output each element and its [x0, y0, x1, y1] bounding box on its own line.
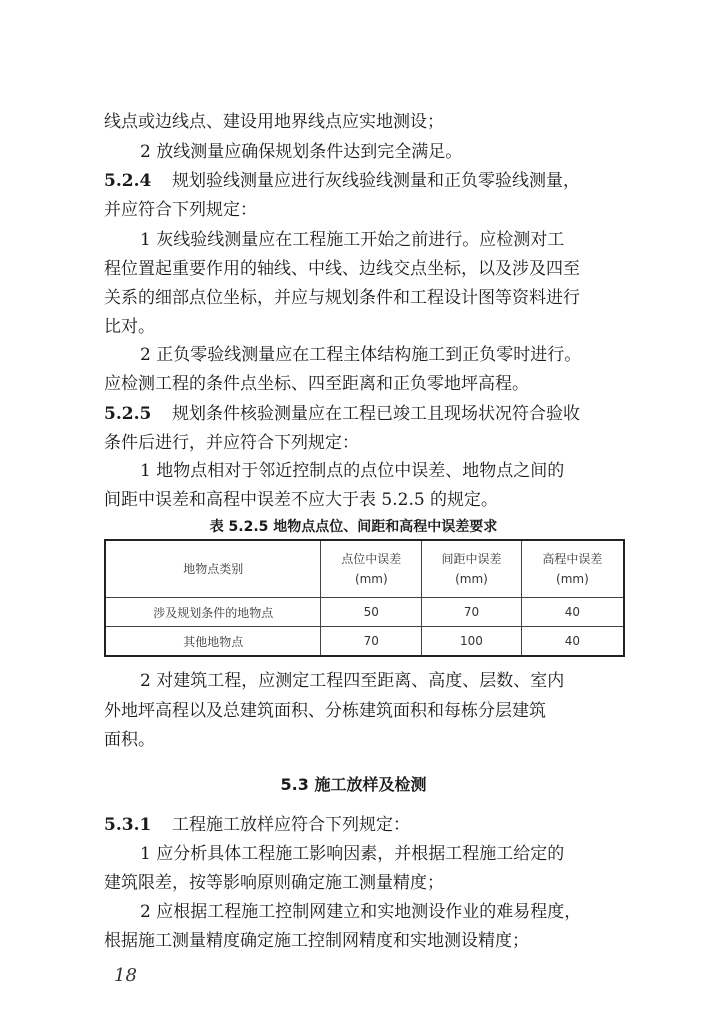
section-number: 5.2.5	[104, 404, 152, 424]
text-line: 1 地物点相对于邻近控制点的点位中误差、地物点之间的	[140, 461, 565, 481]
section-number: 5.3.1	[104, 815, 152, 835]
text-line: 条件后进行，并应符合下列规定：	[104, 433, 359, 453]
text-line: 规划验线测量应进行灰线验线测量和正负零验线测量，	[172, 171, 580, 191]
text-line: 1 应分析具体工程施工影响因素，并根据工程施工给定的	[140, 844, 565, 864]
table-cell: 50	[321, 598, 422, 627]
header-label: 间距中误差	[441, 552, 502, 566]
text-line: 间距中误差和高程中误差不应大于表 5.2.5 的规定。	[104, 490, 499, 510]
text-line: 线点或边线点、建设用地界线点应实地测设；	[104, 112, 444, 132]
text-line: 比对。	[104, 317, 155, 337]
table-header-cell	[521, 540, 624, 598]
text-line: 并应符合下列规定：	[104, 200, 257, 220]
header-unit: (mm)	[354, 572, 388, 586]
text-line: 2 对建筑工程，应测定工程四至距离、高度、层数、室内	[140, 671, 565, 691]
table-cell: 40	[521, 627, 624, 657]
table-row	[105, 598, 624, 627]
header-unit: (mm)	[556, 572, 589, 586]
error-requirements-table	[104, 539, 625, 657]
header-unit: (mm)	[455, 572, 488, 586]
text-line: 程位置起重要作用的轴线、中线、边线交点坐标，以及涉及四至	[104, 259, 580, 279]
header-label: 点位中误差	[341, 552, 402, 566]
table-title: 表 5.2.5 地物点点位、间距和高程中误差要求	[209, 519, 498, 535]
text-line: 外地坪高程以及总建筑面积、分栋建筑面积和每栋分层建筑	[104, 701, 546, 721]
text-line: 2 应根据工程施工控制网建立和实地测设作业的难易程度，	[140, 902, 582, 922]
table-cell: 70	[321, 627, 422, 657]
text-line: 建筑限差，按等影响原则确定施工测量精度；	[104, 873, 444, 893]
table-header-cell	[422, 540, 522, 598]
text-line: 规划条件核验测量应在工程已竣工且现场状况符合验收	[172, 404, 580, 424]
text-line: 工程施工放样应符合下列规定：	[172, 815, 410, 835]
section-heading: 5.3 施工放样及检测	[280, 775, 427, 794]
page-number: 18	[114, 965, 137, 986]
table-cell: 40	[521, 598, 624, 627]
table-row	[105, 627, 624, 657]
table-header-row	[105, 540, 624, 598]
table-cell: 涉及规划条件的地物点	[105, 598, 321, 627]
table-cell: 100	[422, 627, 522, 657]
text-line: 2 正负零验线测量应在工程主体结构施工到正负零时进行。	[140, 345, 582, 365]
text-line: 应检测工程的条件点坐标、四至距离和正负零地坪高程。	[104, 374, 529, 394]
table-header-cell: 地物点类别	[105, 540, 321, 598]
text-line: 根据施工测量精度确定施工控制网精度和实地测设精度；	[104, 931, 529, 951]
text-line: 1 灰线验线测量应在工程施工开始之前进行。应检测对工	[140, 230, 565, 250]
text-line: 2 放线测量应确保规划条件达到完全满足。	[140, 142, 463, 162]
section-number: 5.2.4	[104, 171, 152, 191]
table-cell: 70	[422, 598, 522, 627]
table-cell: 其他地物点	[105, 627, 321, 657]
text-line: 面积。	[104, 730, 155, 750]
table-header-cell	[321, 540, 422, 598]
text-line: 关系的细部点位坐标，并应与规划条件和工程设计图等资料进行	[104, 288, 580, 308]
header-label: 高程中误差	[542, 552, 603, 566]
